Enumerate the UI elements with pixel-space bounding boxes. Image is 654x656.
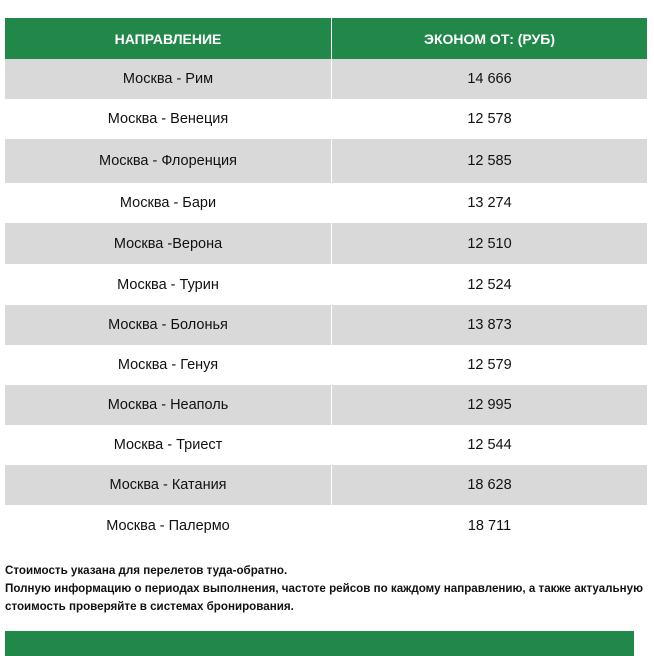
direction-cell: Москва - Рим [122, 71, 214, 87]
price-cell: 12 579 [331, 345, 647, 385]
table-row [5, 139, 647, 183]
price-cell: 12 995 [331, 385, 647, 425]
price-cell: 12 544 [331, 425, 647, 465]
direction-cell: Москва - Палермо [106, 517, 230, 534]
footer-bar [5, 631, 634, 656]
header-direction: НАПРАВЛЕНИЕ [114, 30, 222, 47]
footnote-line-2: Полную информацию о периодах выполнения, частоте рейсов по каждому направлению, а также актуальную стоимость проверяйте в системах бронирования. [5, 582, 644, 613]
price-cell: 14 666 [331, 59, 647, 99]
price-cell: 12 524 [331, 264, 647, 305]
table-row [5, 59, 647, 99]
table-row [5, 223, 647, 264]
direction-cell: Москва - Катания [109, 477, 227, 493]
price-cell: 13 274 [331, 183, 647, 223]
direction-cell: Москва - Неаполь [107, 397, 229, 413]
footnote-line-1: Стоимость указана для перелетов туда-обратно. [5, 564, 288, 577]
table-row [5, 183, 647, 223]
table-row [5, 99, 647, 139]
direction-cell: Москва - Генуя [117, 357, 219, 373]
price-cell: 12 578 [331, 99, 647, 139]
price-cell: 18 711 [331, 505, 647, 546]
direction-cell: Москва - Флоренция [98, 153, 237, 169]
direction-cell: Москва - Бари [119, 195, 217, 211]
direction-cell: Москва -Верона [113, 235, 223, 252]
table-row [5, 264, 647, 305]
direction-cell: Москва - Турин [117, 276, 219, 293]
table-row [5, 425, 647, 465]
table-row [5, 345, 647, 385]
table-header [5, 18, 647, 59]
table-row [5, 465, 647, 505]
footnote [5, 562, 645, 616]
direction-cell: Москва - Венеция [107, 111, 229, 127]
price-cell: 13 873 [331, 305, 647, 345]
price-cell: 12 510 [331, 223, 647, 264]
price-cell: 18 628 [331, 465, 647, 505]
direction-cell: Москва - Триест [113, 437, 223, 453]
table-row [5, 305, 647, 345]
price-table [5, 18, 647, 546]
table-row [5, 505, 647, 546]
price-cell: 12 585 [331, 139, 647, 183]
header-price: ЭКОНОМ ОТ: (РУБ) [331, 18, 647, 59]
direction-cell: Москва - Болонья [108, 317, 228, 333]
table-row [5, 385, 647, 425]
